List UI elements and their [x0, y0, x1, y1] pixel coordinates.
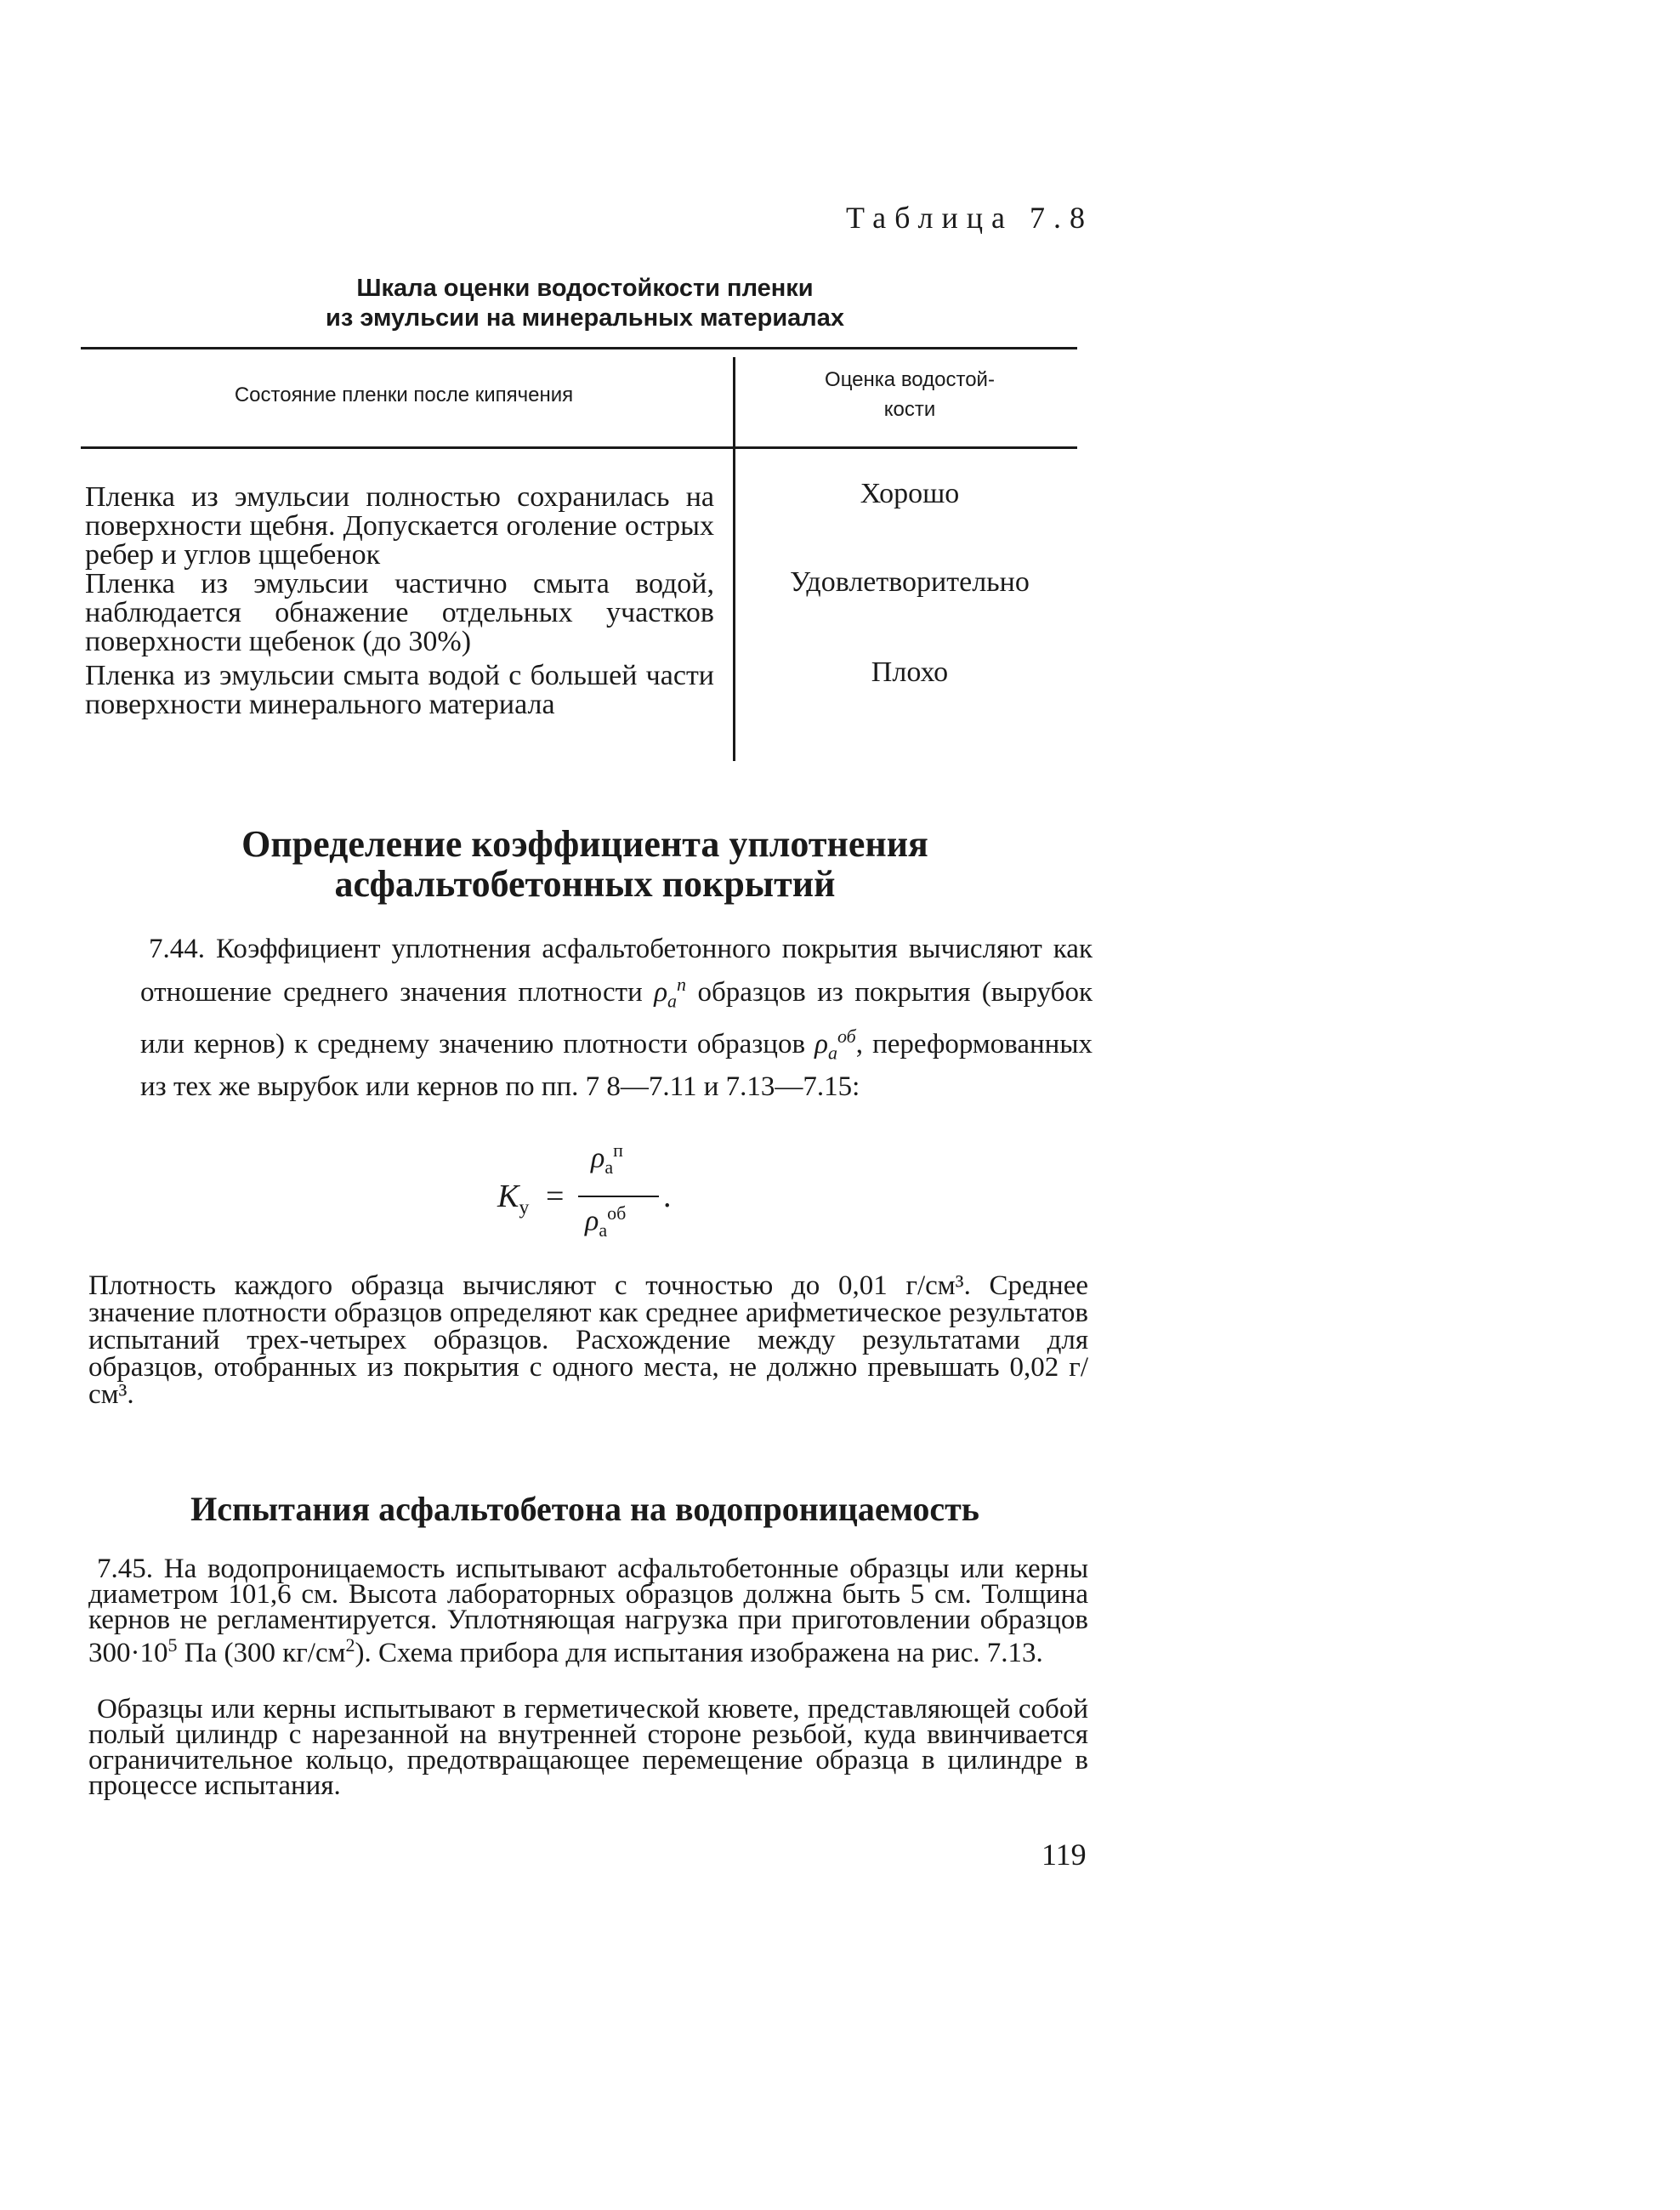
- table-title-line-1: Шкала оценки водостойкости пленки: [356, 275, 814, 302]
- section-1-paragraph-1: 7.44. Коэффициент уплотнения асфальтобетонного покрытия вычисляют как отношение среднего значения плотности $\rho_а^п$ образцов из покрытия (вырубок или кернов) к среднему значению плотности образцов $\rho_а^{об}$, переформованных из тех же вырубок или кернов по пп. 7 8—7.11 и 7.13—7.15:: [140, 934, 1093, 1103]
- page-number: 119: [1041, 1838, 1087, 1872]
- table-row-2-state: Пленка из эмульсии частично смыта водой, наблюдается обнажение отдельных участков поверхности щебенок (до 30%): [85, 568, 714, 657]
- formula-denominator: $\rho_а^{об}$: [585, 1202, 627, 1241]
- table-row-2-rating: Удовлетворительно: [790, 566, 1030, 598]
- table-title-line-2: из эмульсии на минеральных материалах: [326, 304, 844, 332]
- section-2-heading: Испытания асфальтобетона на водопроницаемость: [190, 1490, 979, 1528]
- formula-compaction-coefficient: [493, 1139, 697, 1250]
- section-2-paragraph-2: Образцы или керны испытывают в герметической кювете, представляющей собой полый цилиндр с нарезанной на внутренней стороне резьбой, куда ввинчивается ограничительное кольцо, предотвращающее перемещение образца в цилиндре в процессе испытания.: [88, 1694, 1088, 1801]
- section-1-heading-line-1: Определение коэффициента уплотнения: [241, 823, 928, 865]
- formula-lhs: $K_у$: [497, 1179, 530, 1219]
- table-col2-header-line-2: кости: [883, 398, 936, 421]
- table-row-1-rating: Хорошо: [860, 478, 960, 509]
- table-header-rule: [81, 446, 1077, 449]
- table-row-3-state: Пленка из эмульсии смыта водой с большей части поверхности минерального материала: [85, 660, 714, 720]
- rho-p-symbol: $\rho_а^п$: [654, 974, 687, 1012]
- table-row-1-state: Пленка из эмульсии полностью сохранилась на поверхности щебня. Допускается оголение острых ребер и углов цщебенок: [85, 481, 714, 571]
- table-col2-header-line-1: Оценка водостой-: [825, 368, 995, 391]
- formula-numerator: $\rho_а^п$: [591, 1139, 623, 1179]
- table-column-divider: [733, 357, 735, 761]
- table-top-rule: [81, 347, 1077, 349]
- formula-period: .: [663, 1179, 672, 1214]
- formula-fraction-bar: [578, 1196, 659, 1197]
- section-1-paragraph-2: Плотность каждого образца вычисляют с точностью до 0,01 г/см³. Среднее значение плотности образцов определяют как среднее арифметическое результатов испытаний трех-четырех образцов. Расхождение между результатами для образцов, отобранных из покрытия с одного места, не должно превышать 0,02 г/см³.: [88, 1270, 1088, 1410]
- rho-ob-symbol: $\rho_а^{об}$: [814, 1025, 856, 1064]
- section-2-paragraph-1: 7.45. На водопроницаемость испытывают асфальтобетонные образцы или керны диаметром 101,6 см. Высота лабораторных образцов должна быть 5 см. Толщина кернов не регламентируется. Уплотняющая нагрузка при приготовлении образцов $300\cdot 10^5$ Па (300 $кг/см^2$). Схема прибора для испытания изображена на рис. 7.13.: [88, 1554, 1088, 1668]
- section-1-heading-line-2: асфальтобетонных покрытий: [334, 863, 836, 905]
- table-col1-header: Состояние пленки после кипячения: [234, 383, 574, 406]
- table-label: Таблица 7.8: [846, 201, 1093, 235]
- formula-equals: =: [546, 1179, 565, 1214]
- table-row-3-rating: Плохо: [871, 656, 949, 688]
